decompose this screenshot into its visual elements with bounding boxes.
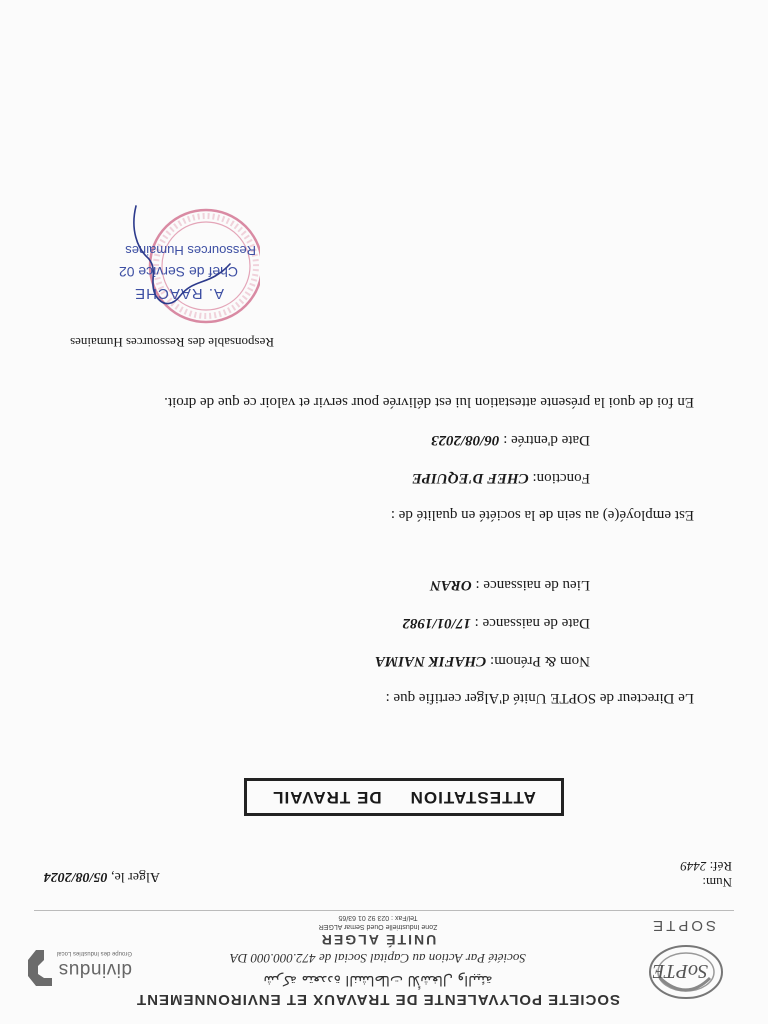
place: Alger le, [111,869,160,884]
title-word-2: DE TRAVAIL [272,788,382,807]
function-line [412,469,590,486]
num-label: Num: [702,875,732,890]
birth-place-label: Lieu de naissance : [475,577,590,593]
function-label: Fonction: [532,470,590,486]
employed-line: Est employé(e) au sein de la société en qualité de : [390,507,694,523]
sopte-logo-emblem-icon [634,934,730,1008]
birth-place-line [430,576,590,593]
intro-line: Le Directeur de SOPTE Unité d'Alger certifie que : [385,690,694,706]
entry-date-label: Date d'entrée : [503,432,590,448]
stamp-department: Ressources Humaines [125,243,256,258]
divindus-logo [22,934,132,994]
unit-name: UNITÉ ALGER [319,932,437,948]
divindus-emblem-icon [26,946,56,990]
header-divider [34,910,734,911]
document-title [244,778,564,816]
name-value: CHAFIK NAIMA [374,653,487,669]
title-word-1: ATTESTATION [409,788,536,807]
company-address: Zone Industrielle Oued Semar ALGER [318,923,438,930]
company-name: SOCIETE POLYVALENTE DE TRAVAUX ET ENVIRONNEMENT [136,991,620,1008]
company-phone: Tel/Fax : 023 92 01 63/65 [338,914,418,921]
issue-date: 05/08/2024 [43,869,108,884]
letterhead [0,906,768,1024]
name-line [375,652,590,669]
birth-place-value: ORAN [430,577,472,593]
name-label: Nom & Prénom: [490,653,590,669]
ref-value: 2449 [680,859,707,874]
entry-date-line [431,431,590,448]
birth-date-line [403,614,590,631]
hr-stamp [112,194,260,326]
sopte-logo [634,916,730,1008]
capital-line: Société Par Action au Capital Social de 472.000.000 DA [230,951,526,966]
function-value: CHEF D'EQUIPE [411,470,529,486]
divindus-logo-subtitle: Groupe des Industries Local [56,950,132,956]
reference-block [680,858,732,890]
sopte-monogram: SoPTE [652,960,708,982]
closing-line: En foi de quoi la présente attestation lui est délivrée pour servir et valoir ce que de droit. [164,394,694,410]
stamp-title: Chef de Service 02 [118,264,238,280]
handwritten-signature [112,194,260,326]
birth-date-label: Date de naissance : [474,615,590,631]
signatory-title: Responsable des Ressources Humaines [70,335,274,350]
entry-date-value: 06/08/2023 [431,432,500,448]
place-date [44,868,160,884]
divindus-logo-text: divindus [58,959,132,980]
company-name-arabic: شركة متعددة النشاطات للأشغال والبيئة [263,972,493,988]
stamp-name: A. RAACHE [134,285,224,302]
sopte-logo-text: SOPTE [650,917,716,934]
birth-date-value: 17/01/1982 [402,615,471,631]
ref-label: Réf: [709,859,732,874]
